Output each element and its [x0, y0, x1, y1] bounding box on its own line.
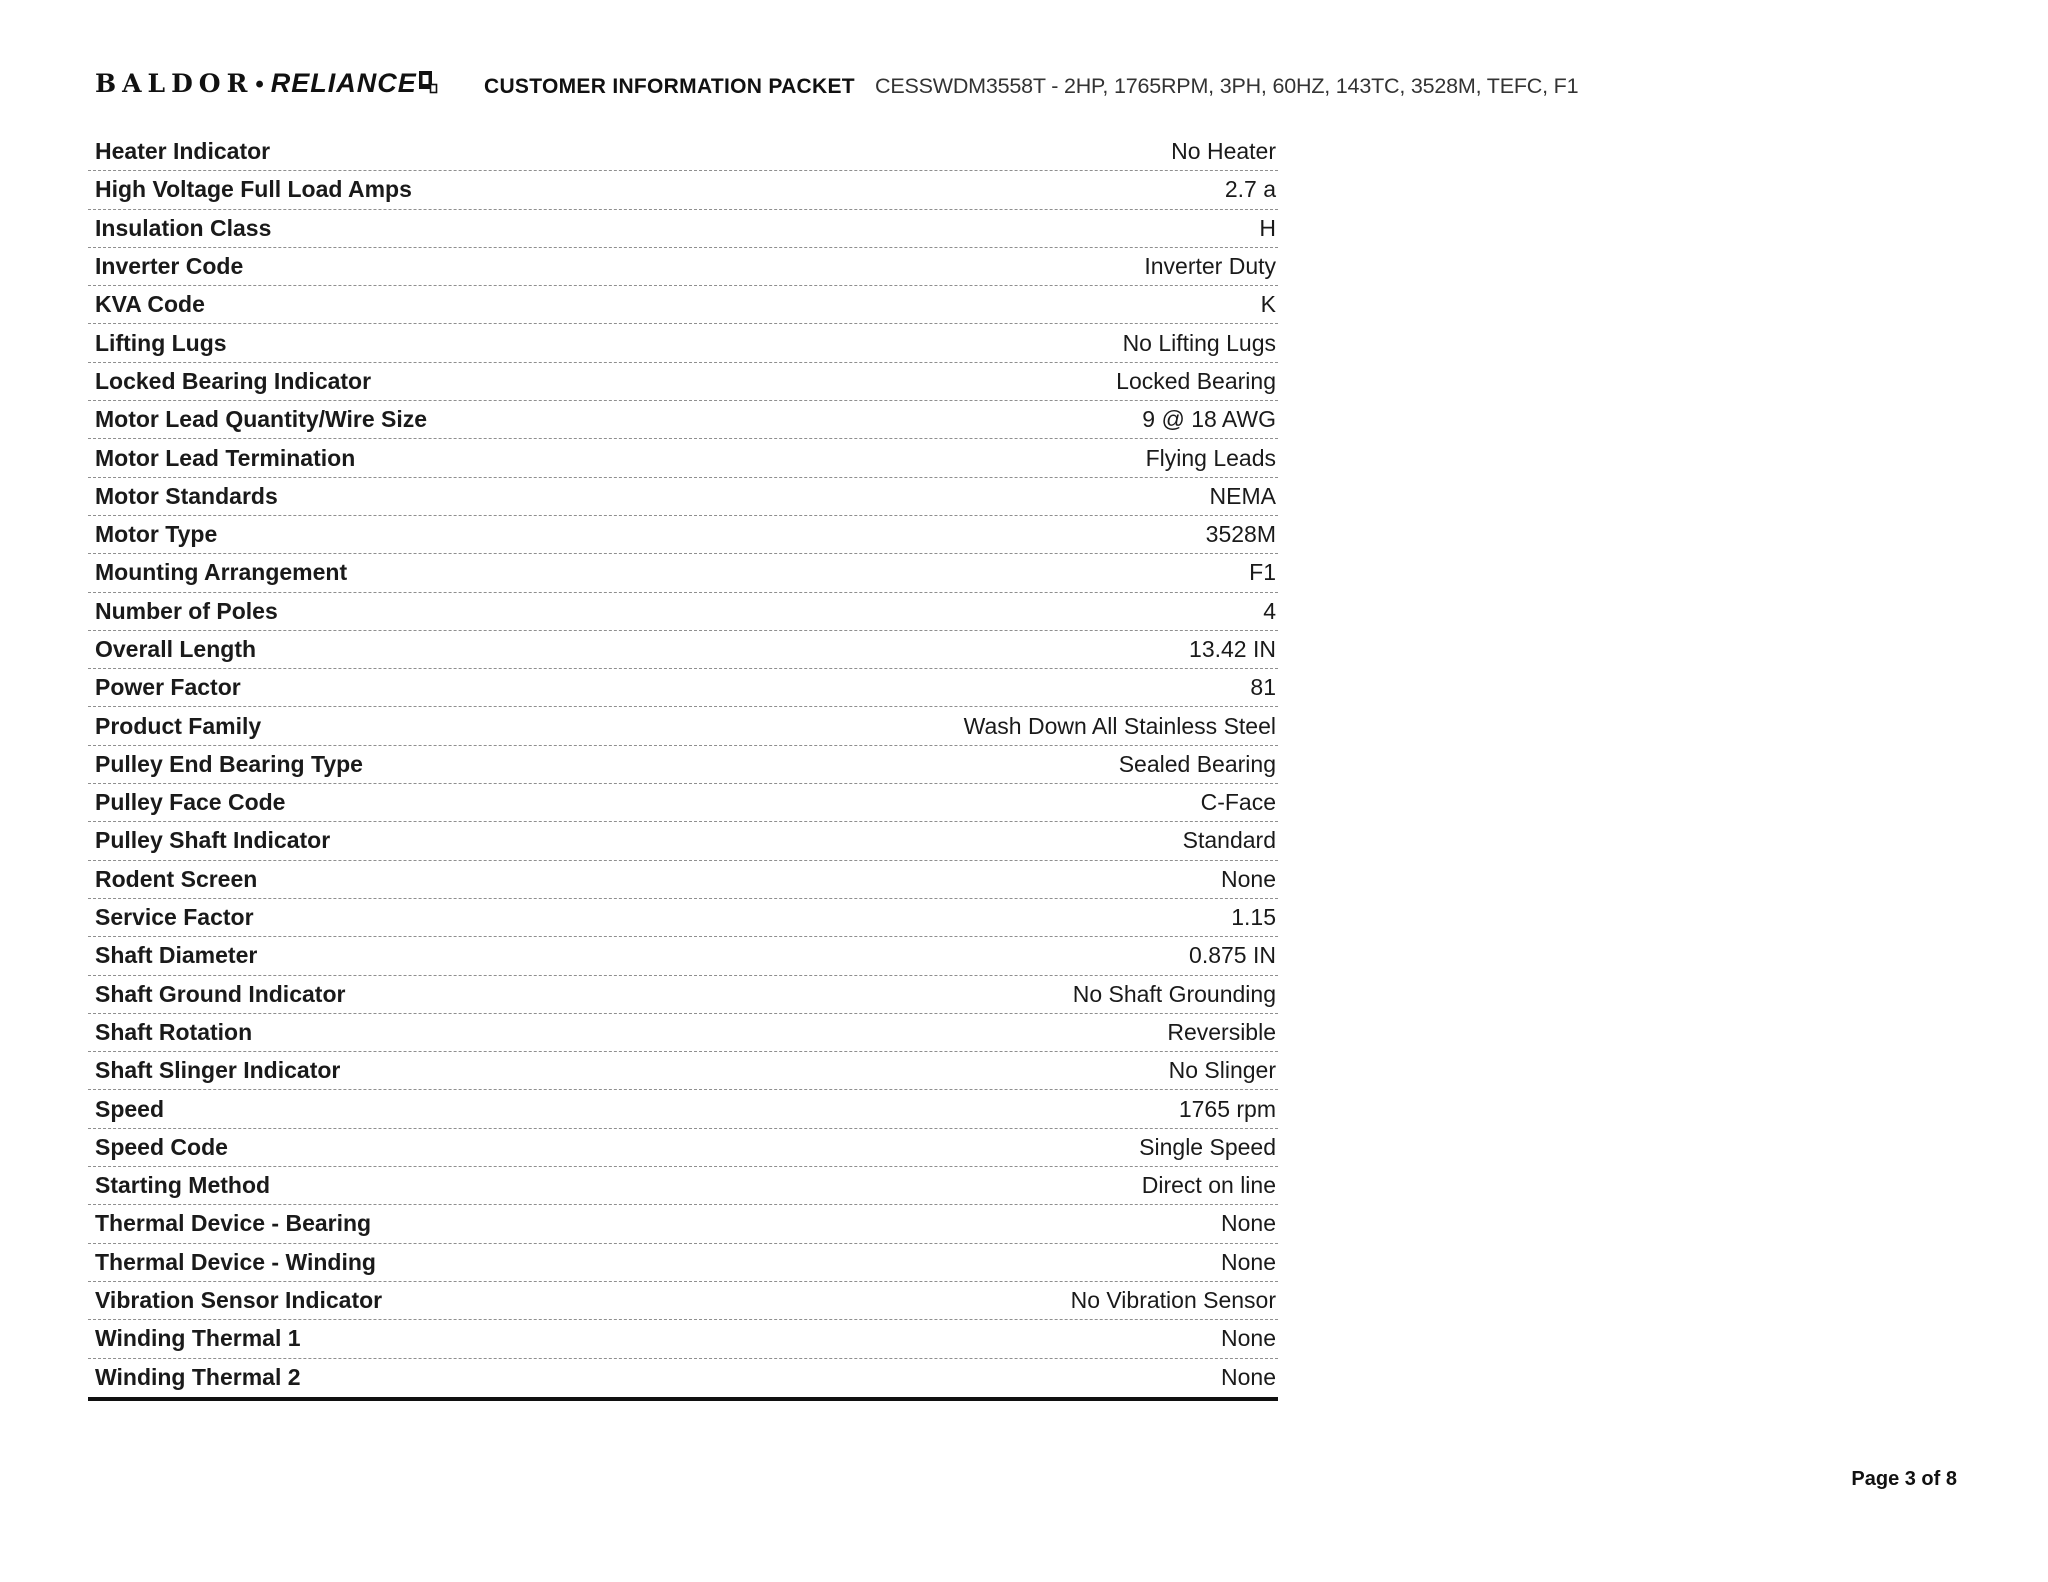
spec-label: Insulation Class — [95, 214, 272, 241]
table-row — [88, 1359, 1278, 1397]
spec-value: No Lifting Lugs — [1122, 329, 1276, 356]
spec-value: 81 — [1250, 674, 1276, 701]
spec-label: Shaft Diameter — [95, 942, 258, 969]
spec-value: None — [1221, 1325, 1276, 1352]
spec-label: Power Factor — [95, 674, 241, 701]
brand-reliance-text: RELIANCE — [270, 68, 417, 98]
spec-label: Heater Indicator — [95, 138, 271, 165]
product-spec-line: CESSWDM3558T - 2HP, 1765RPM, 3PH, 60HZ, 143TC, 3528M, TEFC, F1 — [875, 74, 1579, 98]
table-row — [88, 171, 1278, 209]
spec-label: Service Factor — [95, 904, 254, 931]
spec-label: Thermal Device - Bearing — [95, 1210, 372, 1237]
spec-value: 2.7 a — [1224, 176, 1276, 203]
spec-value: 0.875 IN — [1189, 942, 1276, 969]
spec-value: Sealed Bearing — [1118, 750, 1276, 777]
table-row — [88, 784, 1278, 822]
spec-label: Shaft Ground Indicator — [95, 980, 346, 1007]
table-row — [88, 401, 1278, 439]
spec-value: 9 @ 18 AWG — [1142, 406, 1276, 433]
spec-value: 1.15 — [1231, 904, 1276, 931]
spec-label: Mounting Arrangement — [95, 559, 348, 586]
table-row — [88, 133, 1278, 171]
table-row — [88, 1320, 1278, 1358]
table-row — [88, 1244, 1278, 1282]
table-row — [88, 976, 1278, 1014]
spec-value: F1 — [1249, 559, 1276, 586]
spec-value: K — [1260, 291, 1276, 318]
table-row — [88, 248, 1278, 286]
spec-value: Inverter Duty — [1144, 253, 1276, 280]
spec-value: No Heater — [1171, 138, 1276, 165]
table-row — [88, 631, 1278, 669]
spec-value: None — [1221, 865, 1276, 892]
spec-label: Winding Thermal 1 — [95, 1325, 301, 1352]
spec-label: Inverter Code — [95, 253, 244, 280]
table-row — [88, 593, 1278, 631]
spec-label: Motor Type — [95, 521, 218, 548]
spec-label: Pulley Face Code — [95, 789, 286, 816]
spec-label: Starting Method — [95, 1172, 271, 1199]
spec-value: No Slinger — [1168, 1057, 1276, 1084]
brand-separator-dot: • — [255, 71, 264, 98]
table-row — [88, 746, 1278, 784]
spec-value: None — [1221, 1210, 1276, 1237]
spec-label: KVA Code — [95, 291, 205, 318]
table-row — [88, 363, 1278, 401]
document-title: CUSTOMER INFORMATION PACKET — [484, 75, 855, 98]
table-row — [88, 516, 1278, 554]
spec-value: None — [1221, 1248, 1276, 1275]
spec-label: Overall Length — [95, 636, 257, 662]
table-row — [88, 822, 1278, 860]
table-row — [88, 1167, 1278, 1205]
spec-label: Vibration Sensor Indicator — [95, 1287, 383, 1314]
table-row — [88, 861, 1278, 899]
spec-label: Motor Lead Quantity/Wire Size — [95, 406, 428, 433]
table-row — [88, 324, 1278, 362]
spec-value: None — [1221, 1364, 1276, 1391]
table-row — [88, 286, 1278, 324]
spec-label: Motor Lead Termination — [95, 444, 356, 471]
spec-label: High Voltage Full Load Amps — [95, 176, 412, 203]
spec-label: Product Family — [95, 712, 262, 739]
table-row — [88, 210, 1278, 248]
table-row — [88, 1282, 1278, 1320]
table-row — [88, 554, 1278, 592]
spec-label: Rodent Screen — [95, 865, 258, 892]
table-row — [88, 937, 1278, 975]
spec-value: Single Speed — [1139, 1133, 1276, 1160]
spec-label: Thermal Device - Winding — [95, 1248, 376, 1275]
spec-value: Flying Leads — [1145, 444, 1276, 471]
spec-value: Reversible — [1167, 1018, 1276, 1045]
table-row — [88, 1129, 1278, 1167]
spec-value: C-Face — [1200, 789, 1276, 816]
spec-label: Locked Bearing Indicator — [95, 367, 372, 394]
spec-value: No Shaft Grounding — [1072, 980, 1276, 1007]
spec-label: Speed — [95, 1095, 165, 1122]
table-row — [88, 1014, 1278, 1052]
spec-table — [88, 133, 1278, 1401]
brand-baldor-text: BALDOR — [95, 69, 254, 98]
table-row — [88, 478, 1278, 516]
table-row — [88, 1090, 1278, 1128]
spec-value: No Vibration Sensor — [1070, 1287, 1276, 1314]
spec-value: Direct on line — [1141, 1172, 1276, 1199]
table-row — [88, 707, 1278, 745]
spec-label: Lifting Lugs — [95, 329, 227, 356]
table-row — [88, 1052, 1278, 1090]
spec-value: Locked Bearing — [1116, 367, 1276, 394]
spec-label: Winding Thermal 2 — [95, 1364, 301, 1391]
spec-label: Motor Standards — [95, 482, 278, 509]
table-row — [88, 439, 1278, 477]
spec-value: H — [1259, 214, 1276, 241]
spec-value: Wash Down All Stainless Steel — [963, 712, 1276, 739]
spec-value: 4 — [1263, 597, 1276, 624]
spec-label: Pulley Shaft Indicator — [95, 827, 331, 854]
spec-value: 3528M — [1205, 521, 1276, 548]
spec-label: Number of Poles — [95, 597, 278, 624]
table-row — [88, 669, 1278, 707]
spec-label: Shaft Slinger Indicator — [95, 1057, 341, 1084]
baldor-reliance-logo — [95, 66, 438, 99]
spec-value: NEMA — [1209, 482, 1276, 509]
spec-value: 13.42 IN — [1189, 636, 1276, 662]
table-row — [88, 1205, 1278, 1243]
reliance-box-r-icon — [418, 69, 438, 100]
spec-value: Standard — [1182, 827, 1276, 854]
table-row — [88, 899, 1278, 937]
spec-label: Pulley End Bearing Type — [95, 750, 363, 777]
page-number: Page 3 of 8 — [1851, 1468, 1957, 1490]
spec-label: Speed Code — [95, 1133, 228, 1160]
spec-value: 1765 rpm — [1178, 1095, 1276, 1122]
spec-label: Shaft Rotation — [95, 1018, 253, 1045]
